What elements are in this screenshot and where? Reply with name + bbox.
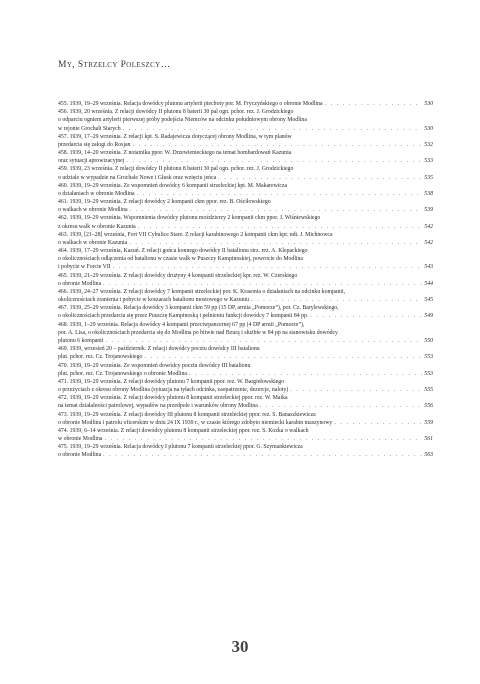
toc-line — [58, 280, 433, 288]
dot-leader — [105, 337, 422, 345]
toc-line-text: o działaniach w obronie Modlina — [58, 190, 135, 197]
toc-line — [58, 394, 433, 402]
toc-line-text: oraz sytuacji aprowizacyjnej — [58, 158, 125, 165]
toc-line-text: w rejonie Grochali Starych — [58, 125, 121, 132]
toc-line-text: o udziale w wypadzie na Grochale Nowe i Głusk oraz wzięciu jeńca — [58, 174, 217, 181]
toc-line — [58, 370, 433, 378]
dot-leader — [130, 206, 423, 214]
dot-leader — [218, 174, 422, 182]
page-number: 30 — [231, 637, 249, 656]
toc-line — [58, 386, 433, 394]
toc-page-ref: 556 — [424, 403, 433, 410]
dot-leader — [103, 451, 422, 459]
dot-leader — [334, 419, 422, 427]
toc-line — [58, 141, 433, 149]
toc-line — [58, 362, 433, 370]
toc-line-text: 466. 1939, 24–27 września. Z relacji dowódcy 7 kompanii strzeleckiej por. K. Krasonia o działaniach na odcinku kompanii, — [58, 288, 346, 295]
toc-line-text: 469. 1939, wrzesień 20 – październik. Z relacji dowódcy pocztu dowódcy III batalionu — [58, 346, 260, 353]
dot-leader — [260, 402, 423, 410]
toc-page-ref: 550 — [424, 337, 433, 344]
toc-page-ref: 532 — [424, 141, 433, 148]
toc-line — [58, 304, 433, 312]
toc-page-ref: 533 — [424, 158, 433, 165]
toc-line — [58, 133, 433, 141]
toc-line-text: plut. pchor. rez. Cz. Trojanowskiego — [58, 354, 143, 361]
toc-line-text: o walkach w obronie Modlina — [58, 207, 128, 214]
toc-line — [58, 174, 433, 182]
toc-line — [58, 288, 433, 296]
toc-page-ref: 538 — [424, 190, 433, 197]
toc-line — [58, 263, 433, 271]
toc-page-ref: 559 — [424, 419, 433, 426]
toc-line-text: o obronie Modlina — [58, 452, 102, 459]
toc-line — [58, 345, 433, 353]
toc-line-text: o odparciu ogniem artylerii pierwszej próby podejścia Niemców na odcinku południowym obrony Modlina — [58, 117, 307, 124]
toc-line — [58, 353, 433, 361]
toc-line — [58, 157, 433, 165]
toc-line — [58, 125, 433, 133]
toc-line-text: 465. 1939, 21–29 września. Z relacji dowódcy drużyny 4 kompanii strzeleckiej kpr. rez. W. Czerskiego — [58, 272, 298, 279]
toc-page-ref: 539 — [424, 207, 433, 214]
toc-line-text: okolicznościach zranienia i pobycie w koszarach batalionu mostowego w Kazuniu — [58, 297, 250, 304]
toc-line — [58, 255, 433, 263]
dot-leader — [103, 280, 422, 288]
table-of-contents — [58, 100, 433, 460]
toc-line — [58, 378, 433, 386]
toc-line-text: 457. 1939, 17–29 września. Z relacji kpt. S. Radajewicza dotyczącej obrony Modlina, w tym planów — [58, 133, 292, 140]
dot-leader — [310, 312, 422, 320]
toc-page-ref: 545 — [424, 297, 433, 304]
toc-line-text: por. A. Lisa, o okolicznościach przedarcia się do Modlina po bitwie nad Bzurą i służbie w 84 pp na stanowisku dowódcy — [58, 329, 338, 336]
toc-line — [58, 402, 433, 410]
toc-line-text: na temat działalności patrolowej, wypadów na przedpole i warunków obrony Modlina — [58, 403, 258, 410]
toc-line — [58, 239, 433, 247]
dot-leader — [138, 223, 423, 231]
toc-line — [58, 214, 433, 222]
toc-line-text: 462. 1939, 19–29 września. Wspomnienia dowódcy plutonu moździerzy 2 kompanii ckm ppor. J. Wiśniewskiego — [58, 215, 321, 222]
toc-line-text: 464. 1939, 17–29 września, Kazuń. Z relacji gońca konnego dowódcy II batalionu strz. rez. A. Klepackiego — [58, 248, 308, 255]
toc-line-text: 455. 1939, 19–29 września. Relacja dowódcy plutonu artylerii piechoty por. M. Fryczyńskiego o obronie Modlina — [58, 101, 323, 107]
dot-leader — [137, 190, 423, 198]
toc-page-ref: 555 — [424, 387, 433, 394]
toc-line-text: 468. 1939, 1–29 września. Relacja dowódcy 4 kompanii przeciwpancernej 67 pp (4 DP armii „Pomorze”), — [58, 321, 305, 328]
toc-line — [58, 435, 433, 443]
toc-line-text: 463. 1939, [21–28] września, Fort VII Cybulice Stare. Z relacji karabinowego 2 kompanii ckm kpr. ndt. J. Michnowca — [58, 231, 333, 238]
toc-line-text: 459. 1939, 23 września. Z relacji dowódcy II plutonu 8 baterii 30 pal ogn. pchor. rez. J. Grodzickiego — [58, 166, 294, 173]
toc-page-ref: 542 — [424, 239, 433, 246]
toc-page-ref: 544 — [424, 280, 433, 287]
dot-leader — [325, 100, 423, 108]
toc-line — [58, 108, 433, 116]
toc-line-text: 458. 1939, 14–20 września. Z notatnika ppor. W. Drzewienieckiego na temat bombardowań Kazunia — [58, 150, 292, 157]
toc-line-text: 461. 1939, 19–29 września. Z relacji dowódcy 2 kompanii ckm ppor. rez. B. Ościłowskiego — [58, 199, 271, 206]
toc-line — [58, 223, 433, 231]
toc-line — [58, 411, 433, 419]
toc-line-text: 470. 1939, 19–29 września. Ze wspomnień dowódcy pocztu dowódcy III batalionu — [58, 362, 251, 369]
toc-line-text: 474. 1939, 6–14 września. Z relacji dowódcy plutonu 8 kompanii strzeleckiej ppor. rez. S. Kozka o walkach — [58, 427, 309, 434]
toc-line — [58, 451, 433, 459]
toc-line-text: 472. 1939, 19–29 września. Z relacji dowódcy plutonu 8 kompanii strzeleckiej ppor. rez. W. Maika — [58, 395, 288, 402]
dot-leader — [290, 386, 422, 394]
toc-page-ref: 543 — [424, 264, 433, 271]
toc-line-text: i pobycie w Forcie VII — [58, 264, 111, 271]
toc-line-text: 460. 1939, 19–29 września. Ze wspomnień dowódcy 6 kompanii strzeleckiej kpt. M. Makarewicza — [58, 182, 288, 189]
toc-line — [58, 100, 433, 108]
toc-line-text: 473. 1939, 19–29 września. Z relacji dowódcy III plutonu 8 kompanii strzeleckiej ppor. rez. S. Banaszkiewicza — [58, 411, 316, 418]
running-head: My, Strzelcy Poleszcy… — [58, 60, 171, 70]
toc-line-text: o okolicznościach odłączenia od batalionu w czasie walk w Puszczy Kampinoskiej, powrocie do Modlina — [58, 256, 304, 263]
toc-line-text: o obronie Modlina i patrolu oficerskim w dniu 24 IX 1939 r., w czasie którego zdobyto niemiecki karabin maszynowy — [58, 419, 333, 426]
toc-line — [58, 165, 433, 173]
toc-line — [58, 321, 433, 329]
toc-line — [58, 116, 433, 124]
dot-leader — [113, 263, 423, 271]
dot-leader — [129, 239, 422, 247]
toc-line — [58, 206, 433, 214]
toc-line — [58, 190, 433, 198]
toc-line-text: 467. 1939, 25–29 września. Relacja dowódcy 3 kompanii ckm 59 pp (15 DP, armia „Pomorze”), por. Cz. Barylewskiego, — [58, 305, 339, 312]
toc-line — [58, 329, 433, 337]
toc-line — [58, 312, 433, 320]
toc-line-text: 475. 1939, 19–29 września. Relacja dowódcy I plutonu 7 kompanii strzeleckiej ppor. G. Szymankiewicza — [58, 444, 303, 451]
toc-line-text: z okresu walk w obronie Kazunia — [58, 223, 136, 230]
toc-page-ref: 553 — [424, 354, 433, 361]
toc-line — [58, 443, 433, 451]
toc-line — [58, 427, 433, 435]
dot-leader — [126, 157, 422, 165]
toc-line — [58, 296, 433, 304]
toc-line — [58, 337, 433, 345]
toc-page-ref: 530 — [424, 101, 433, 107]
dot-leader — [123, 125, 423, 133]
dot-leader — [251, 296, 422, 304]
toc-page-ref: 561 — [424, 436, 433, 443]
toc-page-ref: 563 — [424, 452, 433, 459]
toc-page-ref: 553 — [424, 370, 433, 377]
toc-line — [58, 419, 433, 427]
toc-line-text: 471. 1939, 19–29 września. Z relacji dowódcy plutonu 7 kompanii ppor. rez. W. Bargiełowskiego — [58, 378, 285, 385]
dot-leader — [144, 353, 422, 361]
toc-line-text: 456. 1939, 20 września. Z relacji dowódcy II plutonu 8 baterii 30 pal ogn. pchor. rez. J. Grodzickiego — [58, 109, 294, 116]
toc-line-text: plutonu 6 kompanii — [58, 337, 104, 344]
toc-line-text: przedarcia się załogi do Rosjan — [58, 141, 131, 148]
dot-leader — [189, 370, 422, 378]
dot-leader — [104, 435, 422, 443]
toc-line — [58, 231, 433, 239]
dot-leader — [132, 141, 422, 149]
toc-line-text: o walkach w obronie Kazunia — [58, 239, 128, 246]
toc-line — [58, 149, 433, 157]
toc-line-text: o obronie Modlina — [58, 280, 102, 287]
toc-page-ref: 549 — [424, 313, 433, 320]
toc-line — [58, 182, 433, 190]
toc-page-ref: 542 — [424, 223, 433, 230]
toc-line-text: o okolicznościach przedarcia się przez Puszczę Kampinoską i pełnieniu funkcji dowódcy 7 kompanii 84 pp. — [58, 313, 309, 320]
toc-line-text: o przeżyciach z okresu obrony Modlina (sytuacja na tyłach odcinka, zaopatrzenie, dezercje, naloty) — [58, 387, 289, 394]
toc-line-text: w obronie Modlina — [58, 436, 103, 443]
toc-line — [58, 198, 433, 206]
toc-line — [58, 272, 433, 280]
toc-line — [58, 247, 433, 255]
toc-page-ref: 530 — [424, 125, 433, 132]
toc-page-ref: 535 — [424, 174, 433, 181]
toc-line-text: plut. pchor. rez. Cz. Trojanowskiego o obronie Modlina — [58, 370, 187, 377]
